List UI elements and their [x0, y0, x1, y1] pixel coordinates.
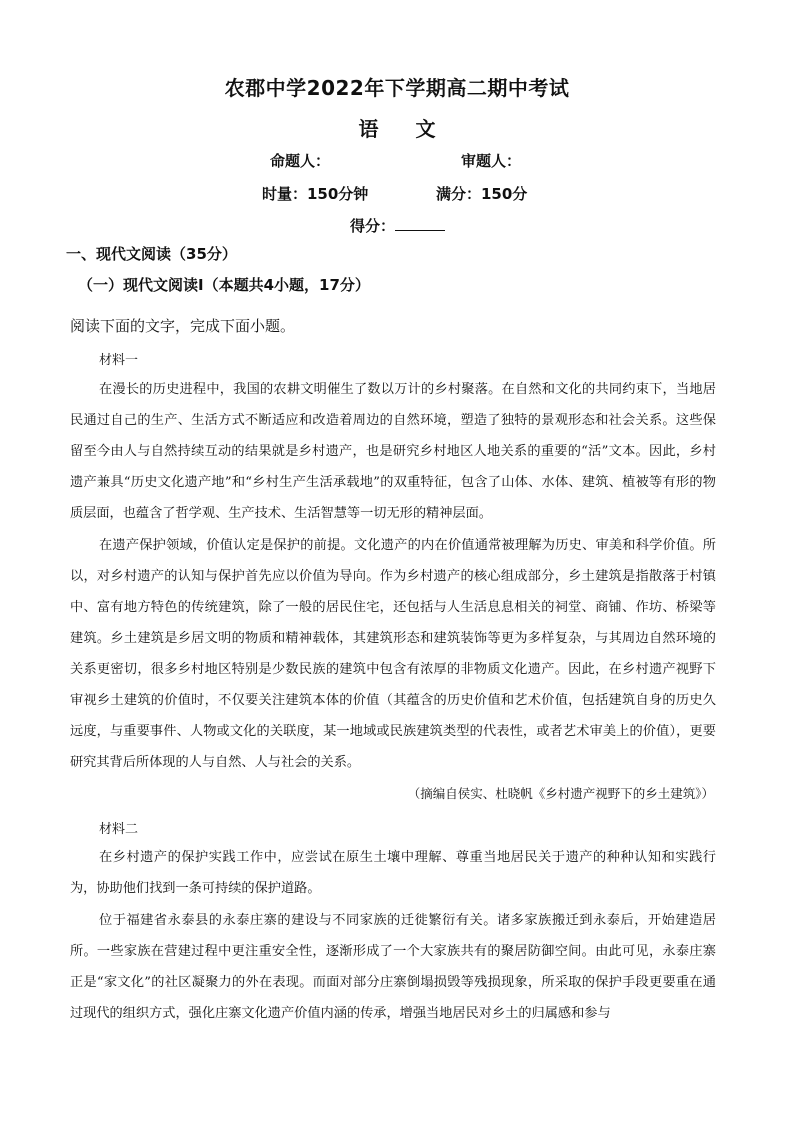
score-label: 得分： [350, 217, 396, 235]
material-1-label: 材料一 [99, 353, 139, 368]
material-2-paragraph: 在乡村遗产的保护实践工作中，应尝试在原生土壤中理解、尊重当地居民关于遗产的种种认知和实践行为，协助他们找到一条可持续的保护道路。 [70, 850, 716, 896]
duration-label: 时量：150分钟 [262, 185, 369, 203]
exam-title: 农郡中学2022年下学期高二期中考试 [224, 76, 570, 100]
subsection-title: （一）现代文阅读Ⅰ（本题共4小题，17分） [78, 276, 370, 294]
subject-title: 语 文 [358, 117, 436, 141]
instruction-text: 阅读下面的文字，完成下面小题。 [70, 317, 296, 335]
proposer-label: 命题人： [270, 152, 331, 170]
reviewer-label: 审题人： [461, 152, 522, 170]
score-blank [395, 216, 445, 231]
score-field [350, 215, 445, 236]
material-1-paragraph: 在遗产保护领域，价值认定是保护的前提。文化遗产的内在价值通常被理解为历史、审美和科学价值。所以，对乡村遗产的认知与保护首先应以价值为导向。作为乡村遗产的核心组成部分，乡土建筑是指散落于村镇中、富有地方特色的传统建筑，除了一般的居民住宅，还包括与人生活息息相关的祠堂、商铺、作坊、桥梁等建筑。乡土建筑是乡居文明的物质和精神载体，其建筑形态和建筑装饰等更为多样复杂，与其周边自然环境的关系更密切，很多乡村地区特别是少数民族的建筑中包含有浓厚的非物质文化遗产。因此，在乡村遗产视野下审视乡土建筑的价值时，不仅要关注建筑本体的价值（其蕴含的历史价值和艺术价值，包括建筑自身的历史久远度，与重要事件、人物或文化的关联度，某一地域或民族建筑类型的代表性，或者艺术审美上的价值），更要研究其背后所体现的人与自然、人与社会的关系。 [70, 538, 716, 770]
material-2-label: 材料二 [99, 822, 139, 837]
material-1-source: （摘编自侯实、杜晓帆《乡村遗产视野下的乡土建筑》） [407, 786, 714, 801]
material-2-paragraph: 位于福建省永泰县的永泰庄寨的建设与不同家族的迁徙繁衍有关。诸多家族搬迁到永泰后，开始建造居所。一些家族在营建过程中更注重安全性，逐渐形成了一个大家族共有的聚居防御空间。由此可见，永泰庄寨正是“家文化”的社区凝聚力的外在表现。而面对部分庄寨倒塌损毁等残损现象，所采取的保护手段更要重在通过现代的组织方式，强化庄寨文化遗产价值内涵的传承，增强当地居民对乡土的归属感和参与 [70, 913, 716, 1021]
full-score-label: 满分：150分 [436, 185, 528, 203]
material-1-paragraph: 在漫长的历史进程中，我国的农耕文明催生了数以万计的乡村聚落。在自然和文化的共同约束下，当地居民通过自己的生产、生活方式不断适应和改造着周边的自然环境，塑造了独特的景观形态和社会关系。这些保留至今由人与自然持续互动的结果就是乡村遗产，也是研究乡村地区人地关系的重要的“活”文本。因此，乡村遗产兼具“历史文化遗产地”和“乡村生产生活承载地”的双重特征，包含了山体、水体、建筑、植被等有形的物质层面，也蕴含了哲学观、生产技术、生活智慧等一切无形的精神层面。 [70, 382, 716, 521]
section-title: 一、现代文阅读（35分） [66, 245, 237, 263]
